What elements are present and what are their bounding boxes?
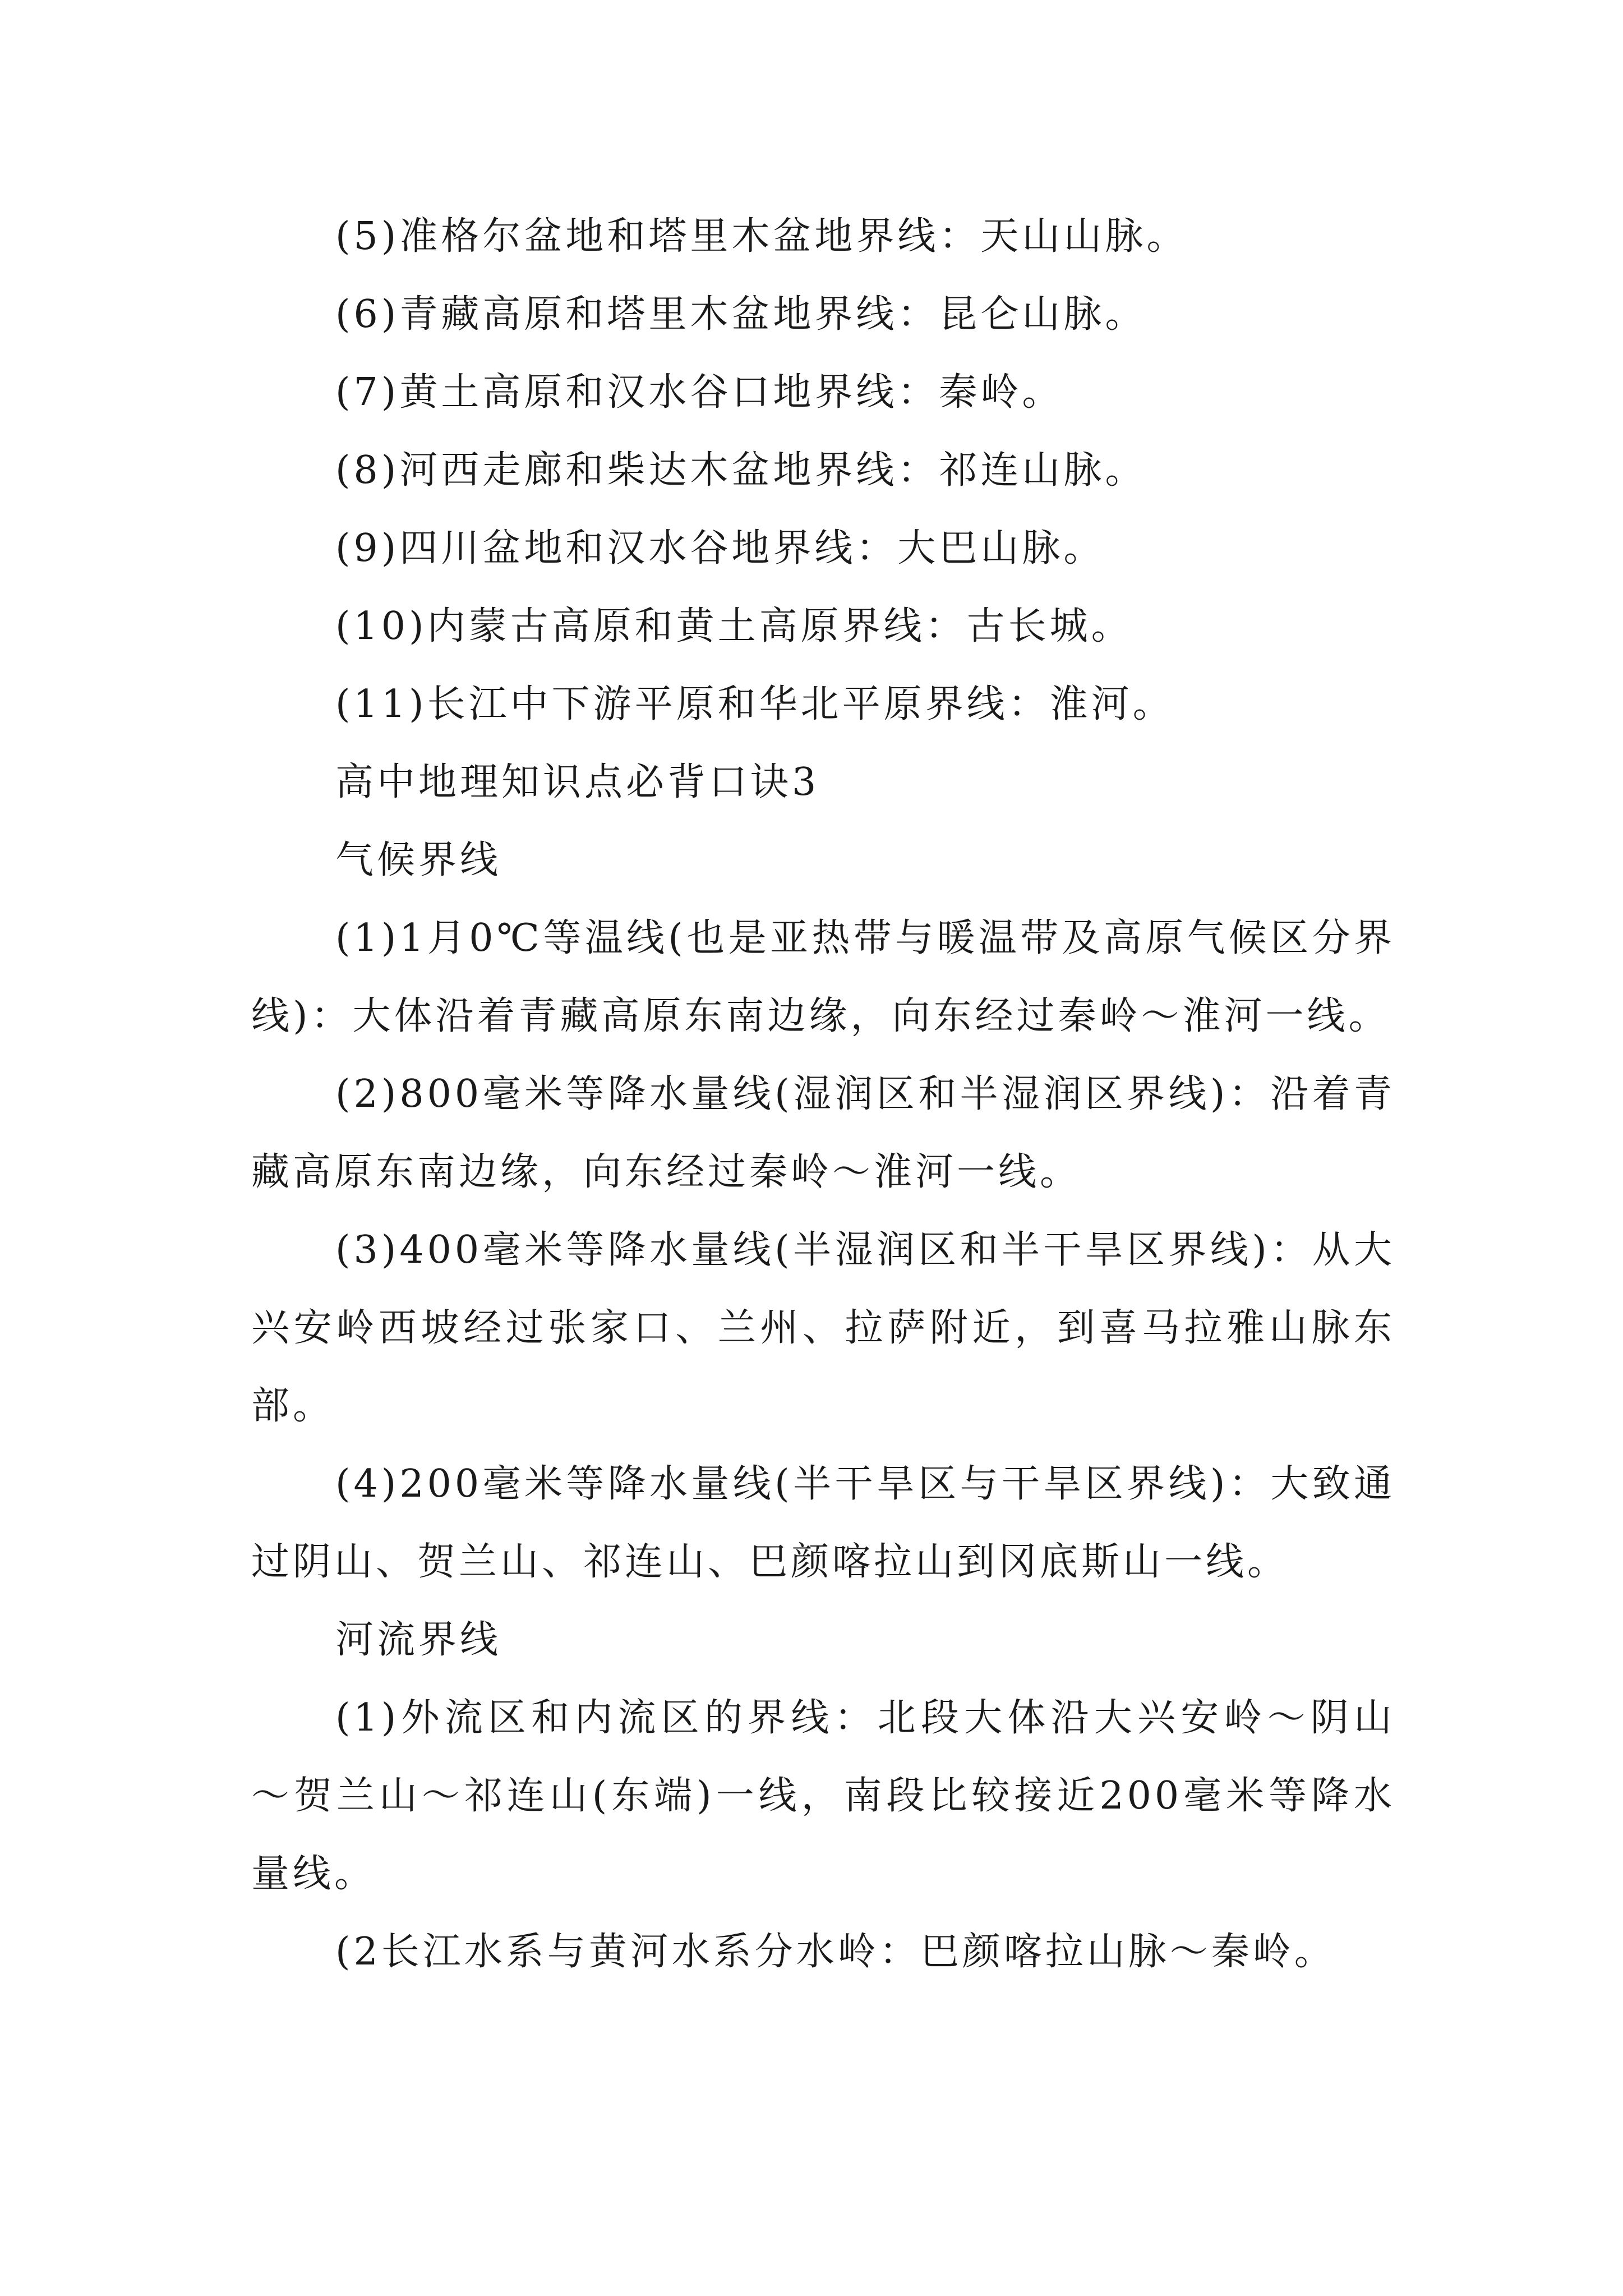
document-body xyxy=(251,197,1395,1991)
section-heading: 高中地理知识点必背口诀3 xyxy=(335,760,820,804)
paragraph-boundary-5: (5)准格尔盆地和塔里木盆地界线：天山山脉。 xyxy=(335,214,1188,259)
paragraph-climate-4: (4)200毫米等降水量线(半干旱区与干旱区界线)：大致通过阴山、贺兰山、祁连山、巴颜喀拉山到冈底斯山一线。 xyxy=(251,1462,1395,1584)
paragraph-climate-3: (3)400毫米等降水量线(半湿润区和半干旱区界线)：从大兴安岭西坡经过张家口、兰州、拉萨附近，到喜马拉雅山脉东部。 xyxy=(251,1228,1395,1428)
paragraph-boundary-10: (10)内蒙古高原和黄土高原界线：古长城。 xyxy=(335,604,1133,648)
paragraph-boundary-11: (11)长江中下游平原和华北平原界线：淮河。 xyxy=(335,682,1174,726)
paragraph-boundary-7: (7)黄土高原和汉水谷口地界线：秦岭。 xyxy=(335,370,1064,415)
paragraph-boundary-6: (6)青藏高原和塔里木盆地界线：昆仑山脉。 xyxy=(335,292,1147,337)
subheading-climate-boundaries: 气候界线 xyxy=(335,838,502,882)
paragraph-river-2: (2长江水系与黄河水系分水岭：巴颜喀拉山脉～秦岭。 xyxy=(335,1930,1336,1974)
paragraph-river-1: (1)外流区和内流区的界线：北段大体沿大兴安岭～阴山～贺兰山～祁连山(东端)一线，南段比较接近200毫米等降水量线。 xyxy=(251,1696,1395,1896)
paragraph-climate-1: (1)1月0℃等温线(也是亚热带与暖温带及高原气候区分界线)：大体沿着青藏高原东南边缘，向东经过秦岭～淮河一线。 xyxy=(251,916,1395,1038)
paragraph-climate-2: (2)800毫米等降水量线(湿润区和半湿润区界线)：沿着青藏高原东南边缘，向东经过秦岭～淮河一线。 xyxy=(251,1072,1395,1194)
paragraph-boundary-9: (9)四川盆地和汉水谷地界线：大巴山脉。 xyxy=(335,526,1105,570)
subheading-river-boundaries: 河流界线 xyxy=(335,1618,502,1662)
paragraph-boundary-8: (8)河西走廊和柴达木盆地界线：祁连山脉。 xyxy=(335,448,1147,493)
